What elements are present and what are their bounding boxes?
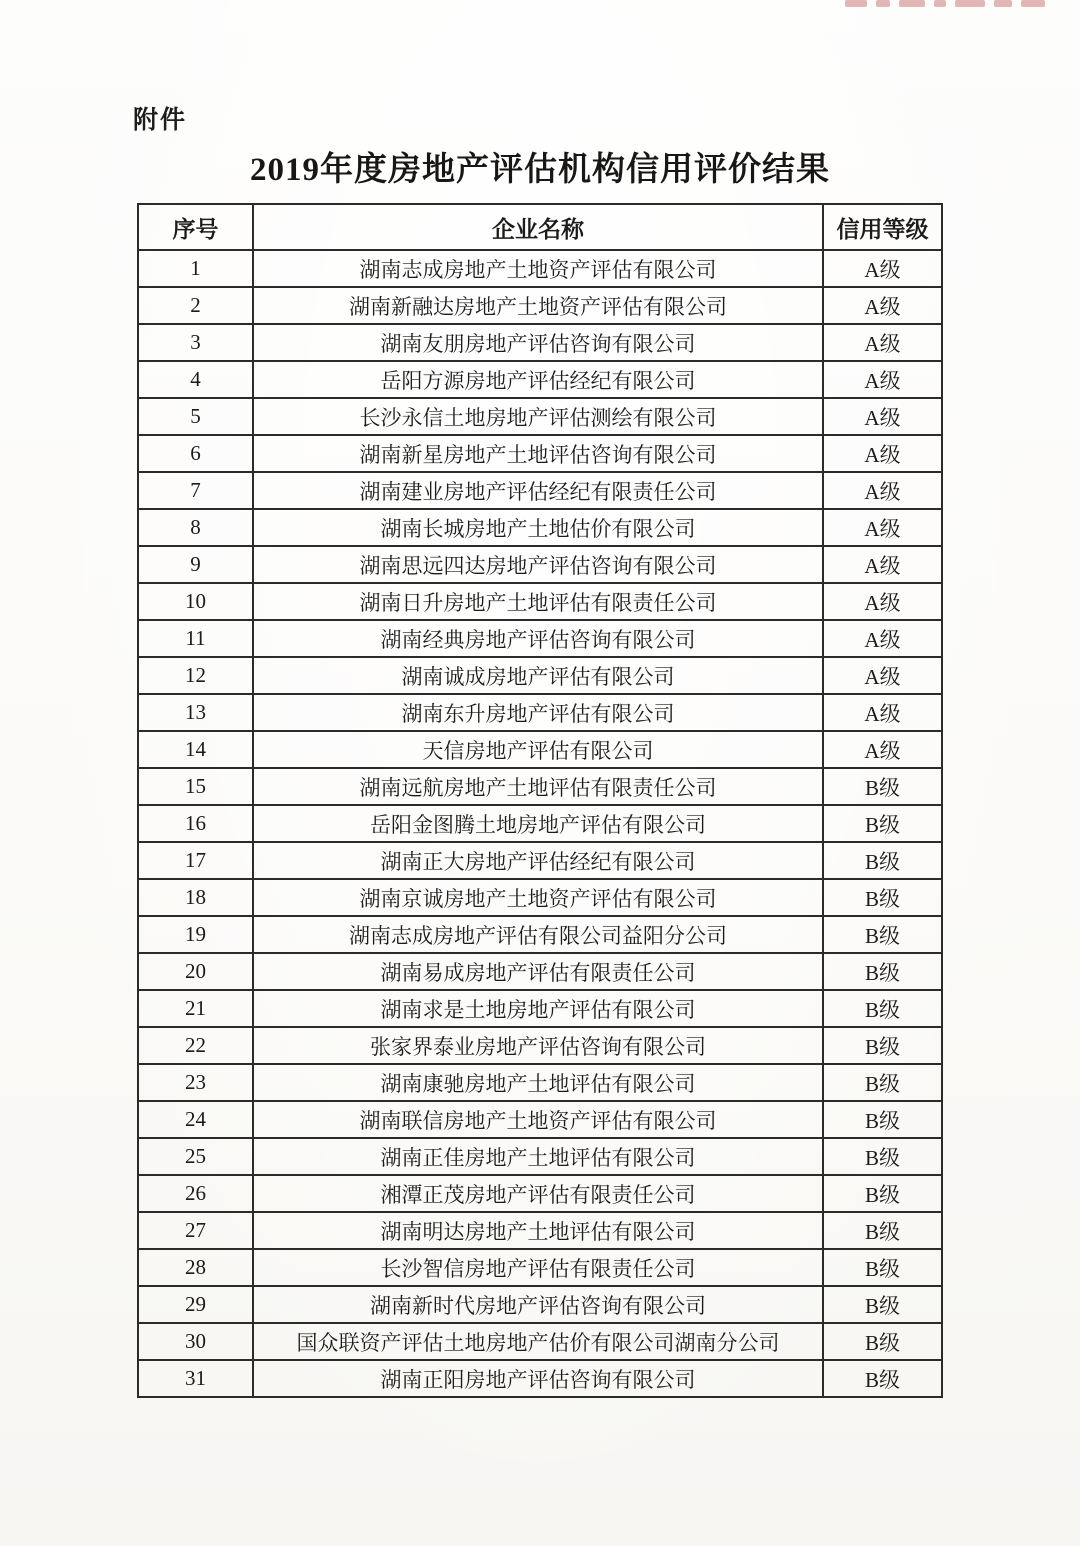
row-credit-grade: A级 bbox=[823, 731, 942, 768]
row-company-name: 长沙智信房地产评估有限责任公司 bbox=[253, 1249, 823, 1286]
table-row bbox=[138, 805, 942, 842]
row-company-name: 湖南志成房地产评估有限公司益阳分公司 bbox=[253, 916, 823, 953]
row-serial-number: 23 bbox=[138, 1064, 253, 1101]
row-credit-grade: A级 bbox=[823, 472, 942, 509]
row-serial-number: 27 bbox=[138, 1212, 253, 1249]
red-mark bbox=[994, 0, 1012, 7]
row-serial-number: 29 bbox=[138, 1286, 253, 1323]
row-company-name: 湖南诚成房地产评估有限公司 bbox=[253, 657, 823, 694]
row-serial-number: 22 bbox=[138, 1027, 253, 1064]
row-company-name: 湖南易成房地产评估有限责任公司 bbox=[253, 953, 823, 990]
row-company-name: 湖南经典房地产评估咨询有限公司 bbox=[253, 620, 823, 657]
table-row bbox=[138, 324, 942, 361]
table-row bbox=[138, 1360, 942, 1397]
row-credit-grade: B级 bbox=[823, 1138, 942, 1175]
table-row bbox=[138, 435, 942, 472]
row-serial-number: 16 bbox=[138, 805, 253, 842]
row-company-name: 湖南求是土地房地产评估有限公司 bbox=[253, 990, 823, 1027]
row-company-name: 湖南正阳房地产评估咨询有限公司 bbox=[253, 1360, 823, 1397]
row-credit-grade: B级 bbox=[823, 1249, 942, 1286]
table-row bbox=[138, 731, 942, 768]
row-credit-grade: A级 bbox=[823, 509, 942, 546]
row-serial-number: 4 bbox=[138, 361, 253, 398]
row-credit-grade: A级 bbox=[823, 324, 942, 361]
table-row bbox=[138, 953, 942, 990]
row-serial-number: 18 bbox=[138, 879, 253, 916]
row-company-name: 湖南日升房地产土地评估有限责任公司 bbox=[253, 583, 823, 620]
row-company-name: 岳阳金图腾土地房地产评估有限公司 bbox=[253, 805, 823, 842]
row-credit-grade: A级 bbox=[823, 546, 942, 583]
row-credit-grade: A级 bbox=[823, 287, 942, 324]
table-row bbox=[138, 546, 942, 583]
table-row bbox=[138, 694, 942, 731]
table-row bbox=[138, 250, 942, 287]
table-row bbox=[138, 1138, 942, 1175]
red-mark bbox=[845, 0, 867, 7]
row-company-name: 湖南京诚房地产土地资产评估有限公司 bbox=[253, 879, 823, 916]
row-serial-number: 11 bbox=[138, 620, 253, 657]
col-header-credit-grade: 信用等级 bbox=[823, 204, 942, 250]
row-credit-grade: B级 bbox=[823, 1101, 942, 1138]
row-credit-grade: B级 bbox=[823, 1286, 942, 1323]
row-company-name: 湖南新融达房地产土地资产评估有限公司 bbox=[253, 287, 823, 324]
row-credit-grade: B级 bbox=[823, 916, 942, 953]
table-row bbox=[138, 1064, 942, 1101]
table-row bbox=[138, 916, 942, 953]
row-credit-grade: B级 bbox=[823, 1175, 942, 1212]
red-mark bbox=[876, 0, 890, 7]
table-row bbox=[138, 583, 942, 620]
row-serial-number: 9 bbox=[138, 546, 253, 583]
row-company-name: 湖南友朋房地产评估咨询有限公司 bbox=[253, 324, 823, 361]
table-row bbox=[138, 509, 942, 546]
table-row bbox=[138, 1212, 942, 1249]
row-serial-number: 24 bbox=[138, 1101, 253, 1138]
row-serial-number: 31 bbox=[138, 1360, 253, 1397]
row-company-name: 湖南思远四达房地产评估咨询有限公司 bbox=[253, 546, 823, 583]
row-credit-grade: A级 bbox=[823, 657, 942, 694]
row-company-name: 长沙永信土地房地产评估测绘有限公司 bbox=[253, 398, 823, 435]
row-company-name: 湖南联信房地产土地资产评估有限公司 bbox=[253, 1101, 823, 1138]
table-row bbox=[138, 1027, 942, 1064]
row-company-name: 湖南明达房地产土地评估有限公司 bbox=[253, 1212, 823, 1249]
row-serial-number: 8 bbox=[138, 509, 253, 546]
row-company-name: 天信房地产评估有限公司 bbox=[253, 731, 823, 768]
page-title: 2019年度房地产评估机构信用评价结果 bbox=[250, 152, 830, 188]
table-row bbox=[138, 1323, 942, 1360]
row-company-name: 湖南志成房地产土地资产评估有限公司 bbox=[253, 250, 823, 287]
row-credit-grade: A级 bbox=[823, 694, 942, 731]
row-serial-number: 12 bbox=[138, 657, 253, 694]
red-mark bbox=[934, 0, 946, 7]
table-row bbox=[138, 361, 942, 398]
table-body bbox=[138, 250, 942, 1397]
table-row bbox=[138, 398, 942, 435]
row-credit-grade: B级 bbox=[823, 842, 942, 879]
row-serial-number: 21 bbox=[138, 990, 253, 1027]
table-row bbox=[138, 990, 942, 1027]
red-mark bbox=[955, 0, 985, 7]
row-serial-number: 30 bbox=[138, 1323, 253, 1360]
row-credit-grade: A级 bbox=[823, 620, 942, 657]
row-credit-grade: B级 bbox=[823, 805, 942, 842]
row-company-name: 国众联资产评估土地房地产估价有限公司湖南分公司 bbox=[253, 1323, 823, 1360]
row-credit-grade: B级 bbox=[823, 1027, 942, 1064]
row-credit-grade: B级 bbox=[823, 953, 942, 990]
row-company-name: 湖南正大房地产评估经纪有限公司 bbox=[253, 842, 823, 879]
row-company-name: 湖南东升房地产评估有限公司 bbox=[253, 694, 823, 731]
row-credit-grade: B级 bbox=[823, 1323, 942, 1360]
red-mark bbox=[899, 0, 925, 7]
row-company-name: 湖南建业房地产评估经纪有限责任公司 bbox=[253, 472, 823, 509]
row-serial-number: 25 bbox=[138, 1138, 253, 1175]
row-credit-grade: B级 bbox=[823, 1064, 942, 1101]
row-company-name: 岳阳方源房地产评估经纪有限公司 bbox=[253, 361, 823, 398]
row-credit-grade: A级 bbox=[823, 583, 942, 620]
row-serial-number: 28 bbox=[138, 1249, 253, 1286]
col-header-serial-number: 序号 bbox=[138, 204, 253, 250]
row-company-name: 湖南新时代房地产评估咨询有限公司 bbox=[253, 1286, 823, 1323]
row-company-name: 湖南正佳房地产土地评估有限公司 bbox=[253, 1138, 823, 1175]
col-header-company-name: 企业名称 bbox=[253, 204, 823, 250]
row-serial-number: 26 bbox=[138, 1175, 253, 1212]
row-company-name: 湖南远航房地产土地评估有限责任公司 bbox=[253, 768, 823, 805]
table-row bbox=[138, 1175, 942, 1212]
row-serial-number: 2 bbox=[138, 287, 253, 324]
row-credit-grade: A级 bbox=[823, 398, 942, 435]
row-serial-number: 1 bbox=[138, 250, 253, 287]
table-header-row bbox=[138, 204, 942, 250]
row-credit-grade: A级 bbox=[823, 435, 942, 472]
table-row bbox=[138, 287, 942, 324]
table-row bbox=[138, 1249, 942, 1286]
row-company-name: 湘潭正茂房地产评估有限责任公司 bbox=[253, 1175, 823, 1212]
table-row bbox=[138, 879, 942, 916]
table-row bbox=[138, 768, 942, 805]
row-company-name: 湖南长城房地产土地估价有限公司 bbox=[253, 509, 823, 546]
table-row bbox=[138, 1101, 942, 1138]
row-serial-number: 5 bbox=[138, 398, 253, 435]
row-serial-number: 17 bbox=[138, 842, 253, 879]
attachment-label: 附件 bbox=[133, 107, 188, 134]
row-serial-number: 19 bbox=[138, 916, 253, 953]
row-serial-number: 14 bbox=[138, 731, 253, 768]
table-row bbox=[138, 1286, 942, 1323]
row-company-name: 湖南新星房地产土地评估咨询有限公司 bbox=[253, 435, 823, 472]
row-credit-grade: B级 bbox=[823, 1212, 942, 1249]
credit-rating-table bbox=[137, 203, 943, 1398]
table-row bbox=[138, 620, 942, 657]
row-serial-number: 7 bbox=[138, 472, 253, 509]
row-serial-number: 20 bbox=[138, 953, 253, 990]
row-company-name: 张家界泰业房地产评估咨询有限公司 bbox=[253, 1027, 823, 1064]
row-serial-number: 6 bbox=[138, 435, 253, 472]
row-credit-grade: B级 bbox=[823, 1360, 942, 1397]
row-credit-grade: A级 bbox=[823, 250, 942, 287]
row-credit-grade: A级 bbox=[823, 361, 942, 398]
row-serial-number: 15 bbox=[138, 768, 253, 805]
row-credit-grade: B级 bbox=[823, 879, 942, 916]
row-serial-number: 10 bbox=[138, 583, 253, 620]
row-credit-grade: B级 bbox=[823, 990, 942, 1027]
table-row bbox=[138, 842, 942, 879]
table-row bbox=[138, 657, 942, 694]
row-credit-grade: B级 bbox=[823, 768, 942, 805]
red-mark bbox=[1021, 0, 1045, 7]
row-serial-number: 13 bbox=[138, 694, 253, 731]
scan-red-residue bbox=[845, 0, 1080, 12]
table-row bbox=[138, 472, 942, 509]
row-serial-number: 3 bbox=[138, 324, 253, 361]
row-company-name: 湖南康驰房地产土地评估有限公司 bbox=[253, 1064, 823, 1101]
